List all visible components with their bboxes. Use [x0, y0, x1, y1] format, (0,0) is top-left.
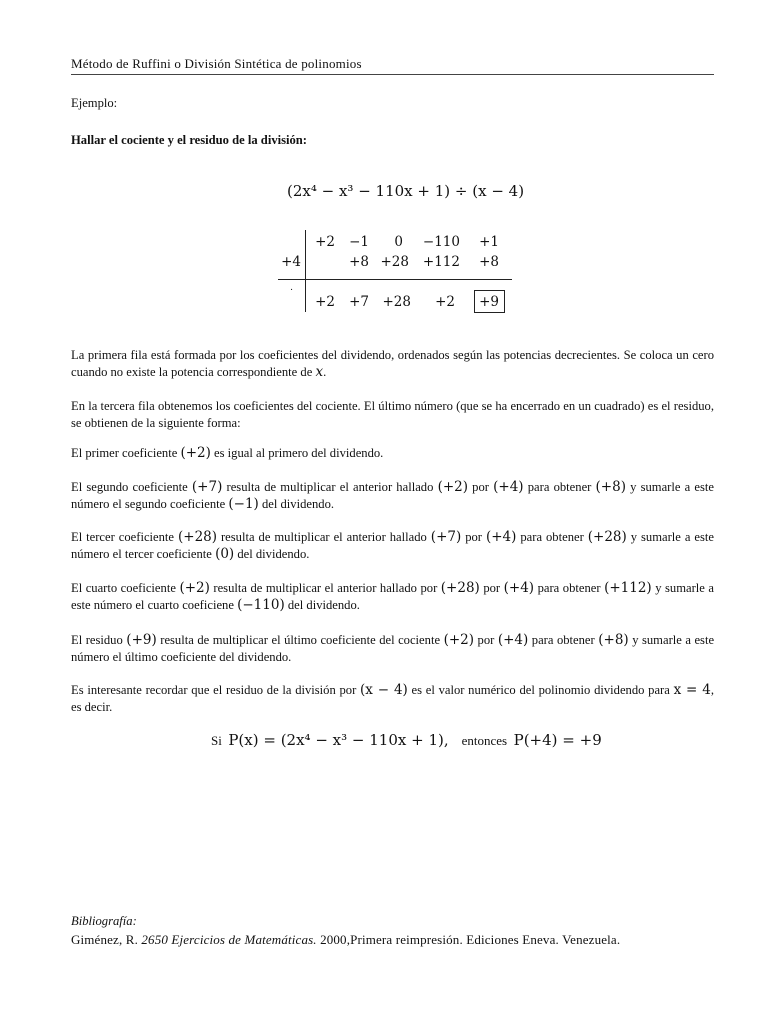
- ruffini-cell: +28: [380, 254, 409, 270]
- paragraph-text: , es decir.: [71, 683, 714, 714]
- ruffini-cell: +8: [479, 254, 499, 270]
- ruffini-divisor: +4: [281, 254, 301, 270]
- math-inline: (0): [215, 546, 235, 562]
- paragraph-text: por: [483, 581, 501, 595]
- ruffini-horizontal-line: [278, 279, 512, 280]
- bibliography-book: 2650 Ejercicios de Matemáticas.: [141, 932, 317, 947]
- paragraph-text: del dividendo.: [237, 547, 310, 561]
- paragraph-text: resulta de multiplicar el anterior hallado por: [213, 581, 438, 595]
- paragraph-text: y sumarle a este número el segundo coeficiente: [71, 480, 714, 511]
- paragraph-text: del dividendo.: [261, 497, 335, 511]
- math-inline: (+4): [485, 529, 517, 545]
- ruffini-cell: +8: [349, 254, 369, 270]
- paragraph-text: para obtener: [537, 581, 601, 595]
- paragraph-text: El tercer coeficiente: [71, 530, 175, 544]
- paragraph-text: La primera fila está formada por los coeficientes del dividendo, ordenados según las potencias decrecientes. Se coloca un cero cuando no existe la potencia correspondiente de: [71, 348, 714, 379]
- bibliography-entry: [71, 932, 620, 948]
- paragraph-text: es el valor numérico del polinomio dividendo para: [411, 683, 670, 697]
- ruffini-cell: −1: [349, 234, 369, 250]
- page-header: Método de Ruffini o División Sintética de polinomios: [71, 56, 362, 71]
- paragraph-text: por: [472, 480, 489, 494]
- example-label: Ejemplo:: [71, 96, 118, 110]
- paragraph-text: resulta de multiplicar el anterior hallado: [220, 530, 427, 544]
- math-inline: (+4): [503, 580, 535, 596]
- paragraph-coef-4: [71, 580, 714, 614]
- remainder-box: [474, 290, 505, 313]
- math-inline: (+4): [497, 632, 529, 648]
- ruffini-cell: +2: [315, 294, 335, 310]
- math-inline: (+8): [598, 632, 629, 648]
- task-heading: Hallar el cociente y el residuo de la división:: [71, 133, 308, 147]
- paragraph-text: y sumarle a este número el tercer coeficiente: [71, 530, 714, 561]
- ruffini-cell: +7: [349, 294, 369, 310]
- math-inline: (+8): [595, 479, 626, 495]
- paragraph-text: Es interesante recordar que el residuo de la división por: [71, 683, 357, 697]
- ruffini-cell: +28: [382, 294, 411, 310]
- math-inline: (+2): [180, 445, 211, 461]
- paragraph-text: El cuarto coeficiente: [71, 581, 176, 595]
- conclusion-line: [211, 731, 602, 749]
- math-inline: (+2): [437, 479, 468, 495]
- conclusion-polynomial: P(x) = (2x⁴ − x³ − 110x + 1),: [228, 731, 449, 749]
- bibliography-author: Giménez, R.: [71, 932, 138, 947]
- paragraph-text: por: [477, 633, 495, 647]
- conclusion-result: P(+4) = +9: [513, 731, 602, 749]
- paragraph-first-row: [71, 347, 714, 381]
- conclusion-si: Si: [211, 733, 222, 748]
- math-inline: (−1): [228, 496, 259, 512]
- math-inline: (+7): [430, 529, 462, 545]
- math-inline: (+28): [440, 580, 480, 596]
- paragraph-text: resulta de multiplicar el último coeficiente del cociente: [160, 633, 441, 647]
- math-inline: (+28): [177, 529, 218, 545]
- ruffini-cell: +1: [479, 234, 499, 250]
- math-inline: (+2): [179, 580, 210, 596]
- math-inline: (−110): [237, 597, 285, 613]
- ruffini-cell: −110: [422, 234, 460, 250]
- paragraph-text: El segundo coeficiente: [71, 480, 188, 494]
- math-var: x: [315, 364, 324, 380]
- paragraph-remainder: [71, 632, 714, 666]
- ruffini-cell: 0: [394, 234, 403, 250]
- paragraph-text: para obtener: [520, 530, 584, 544]
- paragraph-text: y sumarle a este número el último coeficiente del dividendo.: [71, 633, 715, 664]
- paragraph-text: El residuo: [71, 633, 123, 647]
- math-inline: (+112): [604, 580, 652, 596]
- math-inline: (+4): [493, 479, 524, 495]
- paragraph-text: del dividendo.: [287, 598, 360, 612]
- paragraph-coef-3: [71, 529, 714, 563]
- paragraph-text: .: [323, 365, 327, 379]
- ruffini-remainder: +9: [479, 294, 499, 310]
- paragraph-text: por: [465, 530, 482, 544]
- math-inline: (x − 4): [360, 682, 408, 698]
- math-inline: x = 4: [673, 682, 711, 698]
- division-expression: (2x⁴ − x³ − 110x + 1) ÷ (x − 4): [287, 182, 525, 200]
- ruffini-cell: +2: [315, 234, 335, 250]
- math-inline: (+9): [126, 632, 157, 648]
- paragraph-coef-2: [71, 479, 714, 513]
- paragraph-third-row: En la tercera fila obtenemos los coeficientes del cociente. El último número (que se ha encerrado en un cuadrado) es el residuo, se obtienen de la siguiente forma:: [71, 399, 714, 430]
- paragraph-text: resulta de multiplicar el anterior hallado: [226, 480, 434, 494]
- math-inline: (+28): [587, 529, 627, 545]
- math-inline: (+2): [443, 632, 474, 648]
- conclusion-entonces: entonces: [461, 733, 508, 748]
- bibliography-details: 2000,Primera reimpresión. Ediciones Eneva. Venezuela.: [320, 932, 621, 947]
- math-inline: (+7): [191, 479, 223, 495]
- ruffini-mark: .: [290, 283, 293, 293]
- ruffini-cell: +112: [422, 254, 460, 270]
- header-rule: [71, 74, 714, 75]
- ruffini-cell: +2: [435, 294, 455, 310]
- paragraph-text: El primer coeficiente: [71, 446, 178, 460]
- paragraph-interesting: [71, 682, 714, 716]
- paragraph-text: y sumarle a este número el cuarto coeficiene: [71, 581, 714, 612]
- bibliography-label: Bibliografía:: [71, 914, 137, 928]
- paragraph-text: para obtener: [527, 480, 592, 494]
- paragraph-text: para obtener: [531, 633, 595, 647]
- ruffini-table: [275, 228, 515, 314]
- paragraph-coef-1: [71, 445, 714, 462]
- paragraph-text: es igual al primero del dividendo.: [214, 446, 384, 460]
